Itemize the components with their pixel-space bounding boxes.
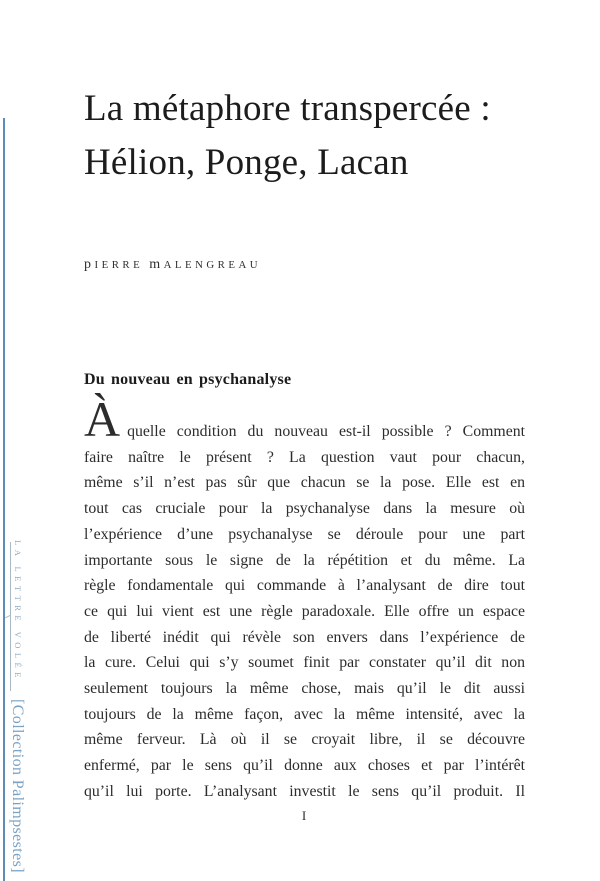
page-number: I: [301, 808, 308, 823]
body-line: faire naître le présent ? La question vaut pour chacun,: [84, 448, 525, 466]
body-paragraph: [84, 391, 525, 805]
book-title: [84, 82, 525, 190]
raised-initial-cap: À: [84, 391, 121, 447]
body-line: règle fondamentale qui commande à l’analysant de dire tout: [84, 577, 525, 595]
body-line: tout cas cruciale pour la psychanalyse dans la mesure où: [84, 500, 525, 518]
body-line: toujours de la même façon, avec la même intensité, avec la: [84, 705, 525, 723]
body-line: l’expérience d’une psychanalyse se déroule pour une part: [84, 525, 525, 543]
collection-vertical-text: [Collection Palimpsestes]: [9, 699, 26, 873]
body-line: enfermé, par le sens qu’il donne aux choses et par l’intérêt: [84, 757, 525, 775]
book-title-line-2: Hélion, Ponge, Lacan: [84, 142, 409, 183]
publisher-imprint-vertical-text: LA LETTRE VOLÉE: [13, 540, 23, 682]
body-line: seulement toujours la même chose, mais qu’il le dit aussi: [84, 680, 525, 698]
body-line: la cure. Celui qui s’y soumet finit par constater qu’il dit non: [84, 654, 525, 672]
body-line: qu’il lui porte. L’analysant investit le sens qu’il produit. Il: [84, 782, 525, 800]
sidebar-accent-line: [3, 118, 5, 881]
body-line: de liberté inédit qui révèle son envers dans l’expérience de: [84, 628, 525, 646]
body-line: même ferveur. Là où il se croyait libre, il se découvre: [84, 731, 525, 749]
body-line: même s’il n’est pas sûr que chacun se la pose. Elle est en: [84, 474, 525, 492]
author-name: pIERRE mALENGREAU: [84, 257, 262, 272]
section-heading: Du nouveau en psychanalyse: [84, 371, 292, 388]
book-title-line-1: La métaphore transpercée :: [84, 88, 491, 129]
body-line: Àquelle condition du nouveau est-il possible ? Comment: [84, 391, 525, 447]
body-line: ce qui lui vient est une règle paradoxale. Elle offre un espace: [84, 602, 525, 620]
body-line: importante sous le signe de la répétition et du même. La: [84, 551, 525, 569]
imprint-underline: [10, 542, 11, 691]
